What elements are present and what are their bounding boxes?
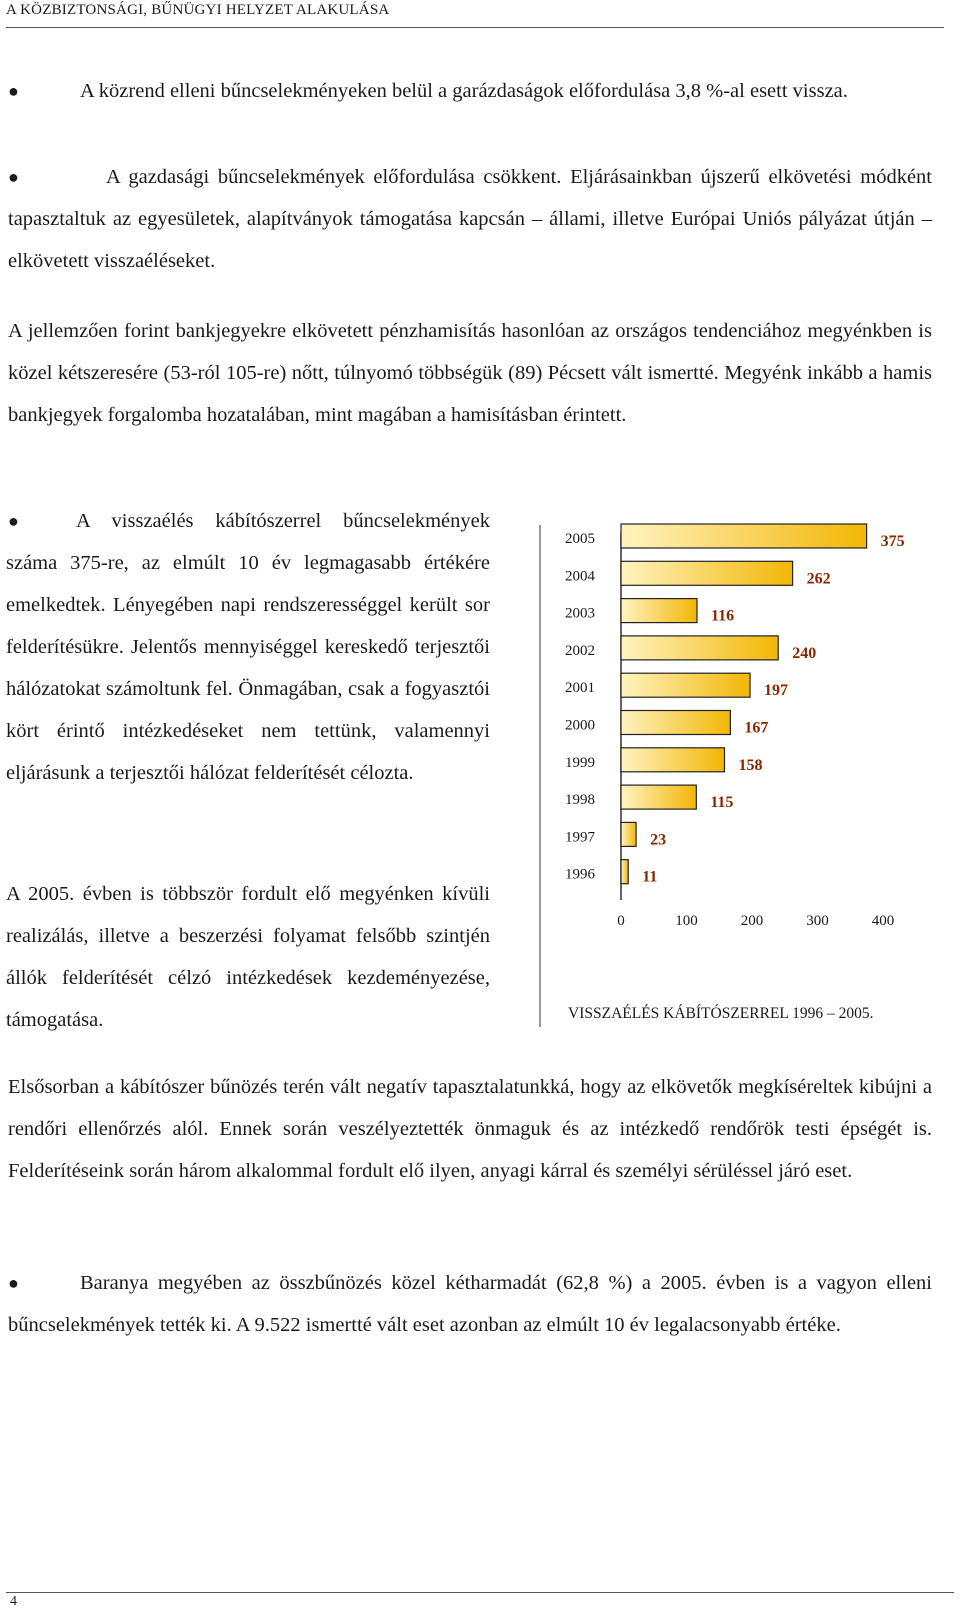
paragraph-1: A közrend elleni bűncselekményeken belül a garázdaságok előfordulása 3,8 %-al esett vissza.: [80, 80, 848, 102]
data-label: 11: [642, 868, 658, 886]
data-label: 116: [710, 607, 735, 625]
chart-title: VISSZAÉLÉS KÁBÍTÓSZERREL 1996 – 2005.: [568, 1005, 874, 1022]
paragraph-6: Elsősorban a kábítószer bűnözés terén vált negatív tapasztalatunkká, hogy az elkövetők megkíséreltek kibújni a rendőri ellenőrzés alól. Ennek során veszélyeztették önmaguk és az intézkedő rendőrök testi épségét is. Felderítéseink során három alkalommal fordult elő ilyen, anyagi kárral és személyi sérüléssel járó eset.: [8, 1076, 932, 1182]
x-tick-label: 400: [871, 913, 895, 929]
page-header: A KÖZBIZTONSÁGI, BŰNÜGYI HELYZET ALAKULÁSA: [6, 2, 944, 28]
page-number: 4: [10, 1594, 17, 1609]
x-tick-label: 300: [806, 913, 829, 929]
paragraph-5: A 2005. évben is többször fordult elő megyénken kívüli realizálás, illetve a beszerzési folyamat felsőbb szintjén állók felderítését célzó intézkedések kezdeményezése, támogatása.: [6, 883, 490, 1031]
bullet-icon: ●: [8, 1273, 19, 1293]
bar: [621, 711, 730, 735]
paragraph-7: Baranya megyében az összbűnözés közel kétharmadát (62,8 %) a 2005. évben is a vagyon elleni bűncselekmények tették ki. A 9.522 ismertté vált eset azonban az elmúlt 10 év legalacsonyabb értéke.: [8, 1272, 932, 1336]
data-label: 240: [792, 644, 817, 662]
bar: [621, 785, 696, 809]
x-tick-label: 100: [675, 913, 698, 929]
y-tick-label: 2002: [565, 642, 595, 659]
x-tick-label: 0: [617, 913, 625, 929]
bar: [621, 822, 636, 846]
paragraph-3: A jellemzően forint bankjegyekre elkövetett pénzhamisítás hasonlóan az országos tendenciához megyénkben is közel kétszeresére (53-ról 105-re) nőtt, túlnyomó többségük (89) Pécsett vált ismertté. Megyénk inkább a hamis bankjegyek forgalomba hozatalában, mint magában a hamisításban érintett.: [8, 320, 932, 426]
bar: [621, 636, 778, 660]
data-label: 23: [650, 831, 667, 849]
bar: [621, 524, 867, 548]
data-label: 158: [738, 756, 763, 774]
y-tick-label: 1997: [565, 829, 595, 846]
y-tick-label: 1998: [565, 792, 595, 809]
y-tick-label: 2004: [565, 568, 595, 585]
y-tick-label: 2001: [565, 680, 595, 697]
bar: [621, 599, 697, 623]
bullet-icon: ●: [8, 81, 19, 101]
bar: [621, 561, 793, 585]
footer-divider: [6, 1592, 954, 1593]
y-tick-label: 1996: [565, 866, 595, 883]
data-label: 262: [806, 570, 831, 588]
bar: [621, 860, 628, 884]
paragraph-4: A visszaélés kábítószerrel bűncselekmények száma 375-re, az elmúlt 10 év legmagasabb értékére emelkedtek. Lényegében napi rendszerességgel került sor felderítésükre. Jelentős mennyiséggel kereskedő terjesztői hálózatokat számoltunk fel. Önmagában, csak a fogyasztói kört érintő intézkedéseket nem tettünk, valamennyi eljárásunk a terjesztői hálózat felderítését célozta.: [6, 510, 490, 784]
y-tick-label: 1999: [565, 754, 595, 771]
bar: [621, 673, 750, 697]
bullet-icon: ●: [8, 511, 19, 531]
y-tick-label: 2000: [565, 717, 595, 734]
data-label: 375: [880, 533, 905, 550]
data-label: 197: [764, 682, 789, 700]
bar: [621, 748, 724, 772]
y-tick-label: 2005: [565, 531, 595, 547]
bullet-icon: ●: [8, 167, 19, 187]
data-label: 167: [744, 719, 769, 737]
y-tick-label: 2003: [565, 605, 595, 622]
data-label: 115: [710, 794, 734, 812]
x-tick-label: 200: [740, 913, 764, 929]
paragraph-2: A gazdasági bűncselekmények előfordulása csökkent. Eljárásainkban újszerű elkövetési módként tapasztaltuk az egyesületek, alapítványok támogatása kapcsán – állami, illetve Európai Uniós pályázat útján – elkövetett visszaéléseket.: [8, 166, 932, 272]
